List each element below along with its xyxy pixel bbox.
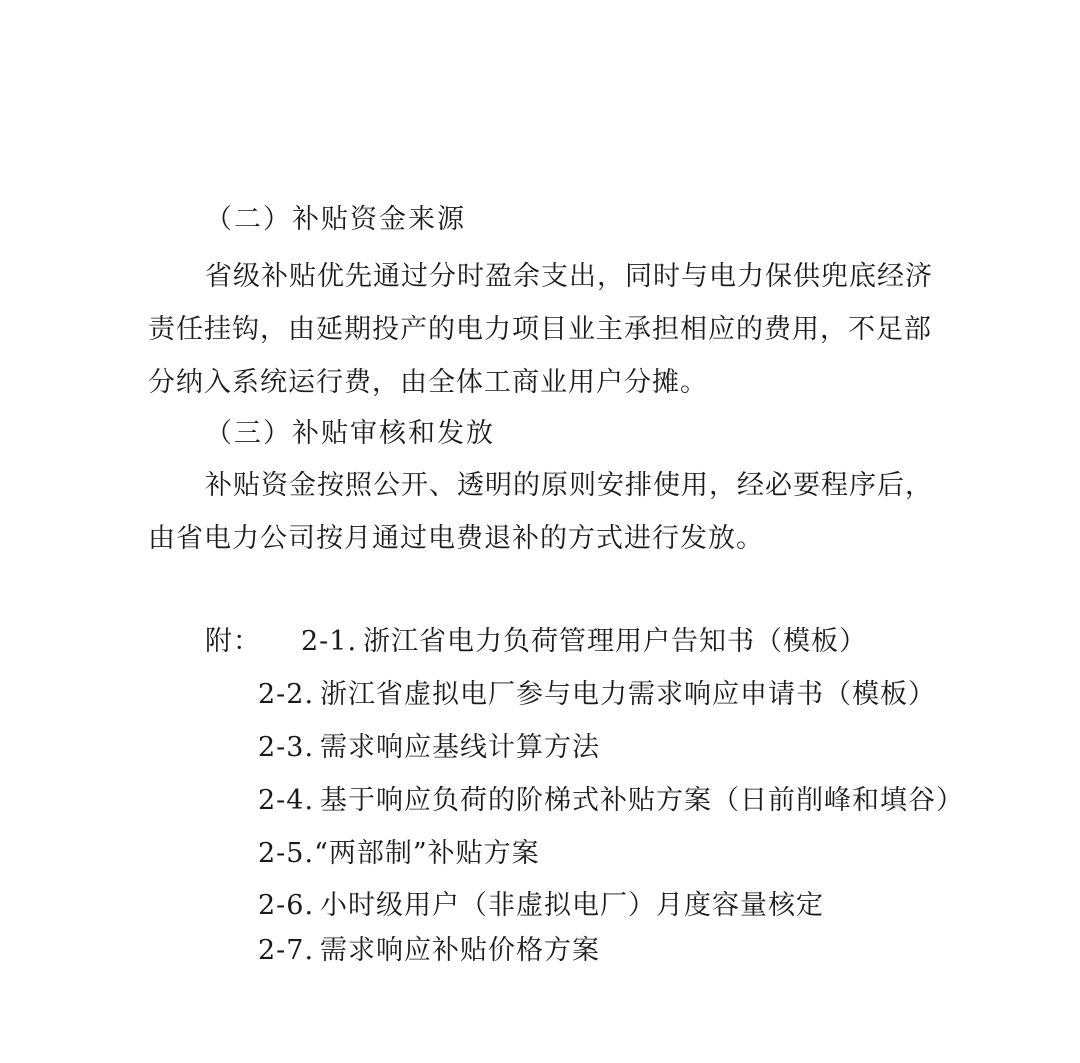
section-heading-funding-source: （二）补贴资金来源 — [205, 204, 466, 235]
paragraph-line: 补贴资金按照公开、透明的原则安排使用，经必要程序后， — [205, 470, 933, 501]
attachment-list-item — [258, 677, 936, 713]
paragraph-line: 分纳入系统运行费，由全体工商业用户分摊。 — [148, 367, 708, 398]
attachment-list-item — [258, 933, 600, 969]
attachment-number: 2-6. — [258, 890, 315, 921]
paragraph-line: 由省电力公司按月通过电费退补的方式进行发放。 — [148, 523, 764, 554]
attachment-number: 2-4. — [258, 785, 315, 816]
attachment-title: 基于响应负荷的阶梯式补贴方案（日前削峰和填谷） — [320, 785, 964, 816]
attachment-title: “两部制”补贴方案 — [314, 838, 540, 869]
attachment-number: 2-5. — [258, 838, 315, 869]
attachment-title: 小时级用户（非虚拟电厂）月度容量核定 — [320, 890, 824, 921]
attachment-number: 2-3. — [258, 732, 315, 763]
attachment-list-item — [205, 624, 867, 660]
attachment-number: 2-1. — [301, 626, 358, 657]
attachment-title: 需求响应补贴价格方案 — [320, 935, 600, 966]
attachment-number: 2-7. — [258, 935, 315, 966]
attachment-number: 2-2. — [258, 679, 315, 710]
paragraph-line: 省级补贴优先通过分时盈余支出，同时与电力保供兜底经济 — [205, 261, 933, 292]
attachment-title: 浙江省电力负荷管理用户告知书（模板） — [363, 626, 867, 657]
attachment-title: 需求响应基线计算方法 — [320, 732, 600, 763]
attachment-list-item — [258, 836, 540, 872]
attachment-list-item — [258, 730, 600, 766]
paragraph-line: 责任挂钩，由延期投产的电力项目业主承担相应的费用，不足部 — [148, 314, 932, 345]
attachment-label: 附： — [205, 626, 261, 657]
attachment-title: 浙江省虚拟电厂参与电力需求响应申请书（模板） — [320, 679, 936, 710]
attachment-list-item — [258, 783, 964, 819]
section-heading-review-and-payment: （三）补贴审核和发放 — [205, 418, 495, 449]
attachment-list-item — [258, 888, 824, 924]
